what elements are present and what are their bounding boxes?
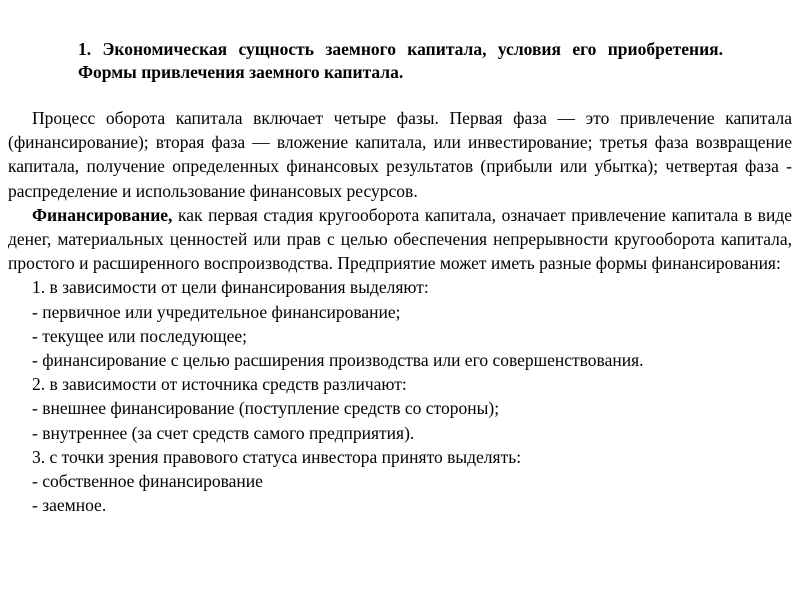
list-item: - текущее или последующее; xyxy=(32,325,248,346)
list-item: - внешнее финансирование (поступление средств со стороны); xyxy=(32,398,500,419)
list-item: 1. в зависимости от цели финансирования выделяют: xyxy=(32,277,429,298)
list-item: 3. с точки зрения правового статуса инвестора принято выделять: xyxy=(32,446,522,467)
list-item: - финансирование с целью расширения производства или его совершенствования. xyxy=(32,350,644,371)
financing-definition: как первая стадия кругооборота капитала, означает привлечение капитала в виде денег, материальных ценностей или прав с целью обеспечения непрерывности кругооборота капитала, простого и расширенного воспроизводства. Предприятие может иметь разные формы финансирования: xyxy=(8,204,792,274)
paragraph-financing xyxy=(8,203,792,276)
list-item: - собственное финансирование xyxy=(32,471,263,492)
section-heading: 1. Экономическая сущность заемного капитала, условия его приобретения. Формы привлечения заемного капитала. xyxy=(78,39,723,82)
list-item: - первичное или учредительное финансирование; xyxy=(32,301,401,322)
list-item: 2. в зависимости от источника средств различают: xyxy=(32,374,407,395)
document-body xyxy=(8,106,792,517)
list-item: - внутреннее (за счет средств самого предприятия). xyxy=(32,422,415,443)
paragraph-capital-phases: Процесс оборота капитала включает четыре фазы. Первая фаза — это привлечение капитала (финансирование); вторая фаза — вложение капитала, или инвестирование; третья фаза возвращение капитала, получение определенных финансовых результатов (прибыли или убытка); четвертая фаза - распределение и использование финансовых ресурсов. xyxy=(8,108,792,201)
financing-term: Финансирование, xyxy=(32,204,173,225)
list-item: - заемное. xyxy=(32,495,107,516)
